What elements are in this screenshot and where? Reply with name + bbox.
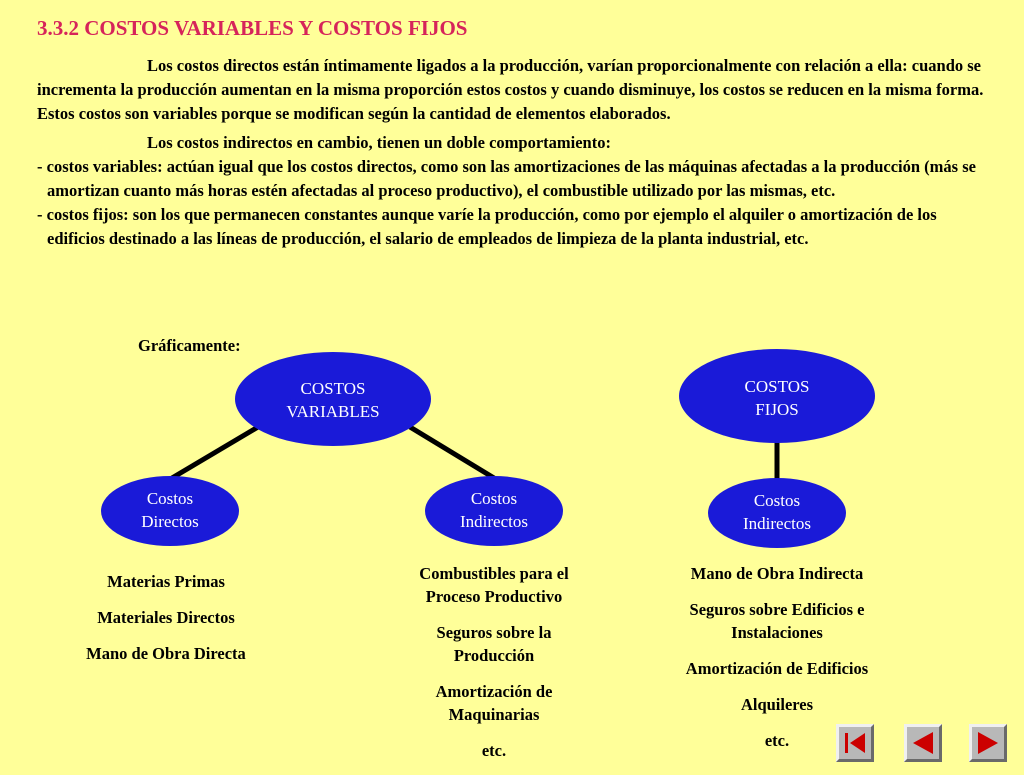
list-item: Seguros sobre Edificios e Instalaciones <box>689 600 865 642</box>
label-costos-fijos: COSTOS FIJOS <box>744 377 810 419</box>
paragraph-indirectos: Los costos indirectos en cambio, tienen un doble comportamiento: <box>147 133 611 152</box>
first-slide-icon <box>839 727 871 759</box>
first-slide-button[interactable] <box>836 724 874 762</box>
list-item: Amortización de Maquinarias <box>435 682 553 724</box>
list-costos-directos <box>56 570 276 678</box>
list-item: Amortización de Edificios <box>685 659 869 678</box>
list-costos-indirectos-variables <box>384 562 604 775</box>
bullet-costos-variables: - costos variables: actúan igual que los costos directos, como son las amortizaciones de las máquinas afectadas a la producción (más se amortizan cuanto más horas estén afectadas al proceso productivo), el combustible utilizado por las mismas, etc. <box>37 157 976 200</box>
connector-variables-directos <box>172 427 258 478</box>
label-costos-directos: Costos Directos <box>141 489 199 531</box>
label-costos-indirectos-fijos: Costos Indirectos <box>743 491 811 533</box>
list-item: Alquileres <box>740 695 814 714</box>
list-item: Materias Primas <box>107 572 225 591</box>
list-item: Mano de Obra Directa <box>86 644 246 663</box>
list-item: Materiales Directos <box>97 608 235 627</box>
paragraph-directos: Los costos directos están íntimamente ligados a la producción, varían proporcionalmente con relación a ella: cuando se incrementa la producción aumentan en la misma proporción estos costos y cuando disminuye, los costos se reducen en la misma forma. Estos costos son variables porque se modifican según la cantidad de elementos elaborados. <box>37 56 984 123</box>
connector-variables-indirectos <box>410 427 494 478</box>
next-slide-icon <box>972 727 1004 759</box>
list-item: Mano de Obra Indirecta <box>690 564 864 583</box>
page-title: 3.3.2 COSTOS VARIABLES Y COSTOS FIJOS <box>37 16 468 40</box>
list-item: etc. <box>764 731 790 750</box>
list-item: Seguros sobre la Producción <box>436 623 552 665</box>
list-item: etc. <box>481 741 507 760</box>
label-costos-variables: COSTOS VARIABLES <box>286 379 380 421</box>
list-item: Combustibles para el Proceso Productivo <box>419 564 569 606</box>
next-slide-button[interactable] <box>969 724 1007 762</box>
previous-slide-button[interactable] <box>904 724 942 762</box>
graficamente-label: Gráficamente: <box>138 336 241 355</box>
label-costos-indirectos-variables: Costos Indirectos <box>460 489 528 531</box>
previous-slide-icon <box>907 727 939 759</box>
bullet-costos-fijos: - costos fijos: son los que permanecen constantes aunque varíe la producción, como por ejemplo el alquiler o amortización de los edificios destinado a las líneas de producción, el salario de empleados de limpieza de la planta industrial, etc. <box>37 205 937 248</box>
